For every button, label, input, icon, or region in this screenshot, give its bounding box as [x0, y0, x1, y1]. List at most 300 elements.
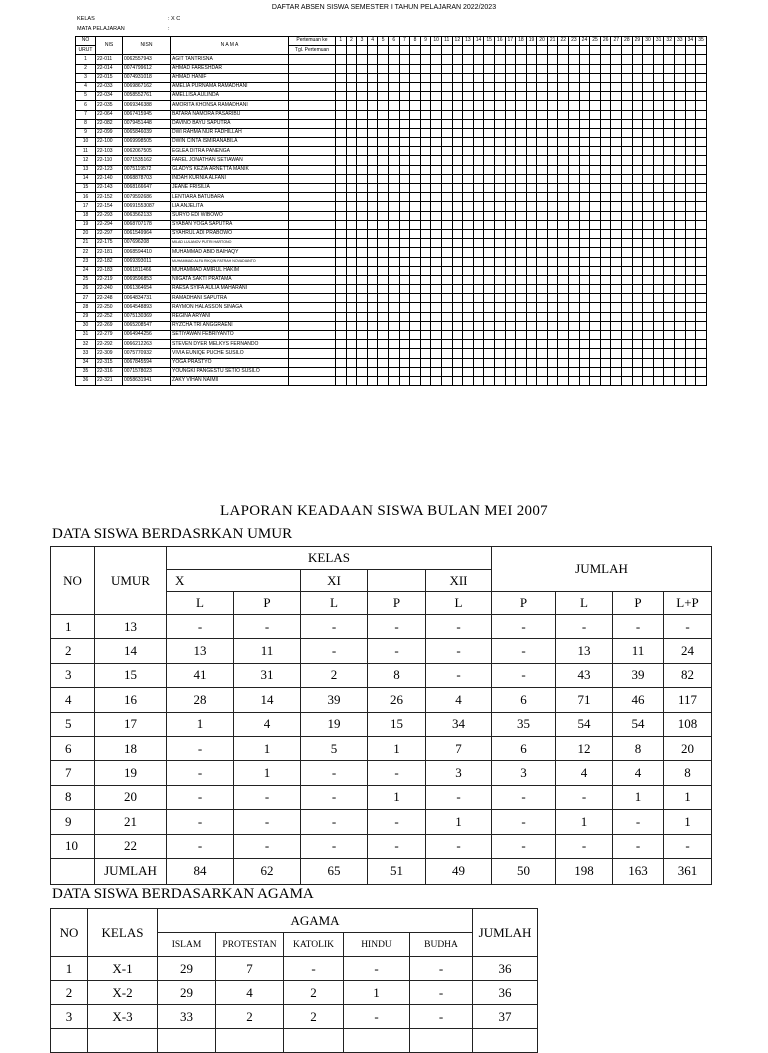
attendance-cell[interactable] — [579, 101, 590, 110]
attendance-cell[interactable] — [685, 331, 696, 340]
attendance-cell[interactable] — [494, 147, 505, 156]
attendance-cell[interactable] — [452, 303, 463, 312]
attendance-cell[interactable] — [367, 367, 378, 376]
attendance-cell[interactable] — [473, 165, 484, 174]
attendance-cell[interactable] — [357, 147, 368, 156]
attendance-cell[interactable] — [367, 275, 378, 284]
attendance-cell[interactable] — [463, 303, 474, 312]
attendance-cell[interactable] — [632, 55, 643, 64]
attendance-cell[interactable] — [696, 376, 707, 385]
attendance-cell[interactable] — [579, 110, 590, 119]
attendance-cell[interactable] — [441, 128, 452, 137]
attendance-cell[interactable] — [367, 138, 378, 147]
attendance-cell[interactable] — [611, 211, 622, 220]
attendance-cell[interactable] — [537, 248, 548, 257]
attendance-cell[interactable] — [378, 211, 389, 220]
attendance-cell[interactable] — [346, 321, 357, 330]
attendance-cell[interactable] — [494, 174, 505, 183]
attendance-cell[interactable] — [516, 239, 527, 248]
attendance-cell[interactable] — [388, 193, 399, 202]
attendance-cell[interactable] — [336, 349, 347, 358]
attendance-cell[interactable] — [590, 340, 601, 349]
attendance-cell[interactable] — [579, 294, 590, 303]
attendance-cell[interactable] — [611, 321, 622, 330]
attendance-cell[interactable] — [611, 184, 622, 193]
attendance-cell[interactable] — [622, 64, 633, 73]
attendance-cell[interactable] — [452, 64, 463, 73]
attendance-cell[interactable] — [696, 349, 707, 358]
attendance-cell[interactable] — [441, 340, 452, 349]
attendance-cell[interactable] — [569, 367, 580, 376]
attendance-cell[interactable] — [675, 128, 686, 137]
attendance-cell[interactable] — [547, 211, 558, 220]
attendance-cell[interactable] — [367, 220, 378, 229]
attendance-cell[interactable] — [410, 376, 421, 385]
attendance-cell[interactable] — [685, 165, 696, 174]
attendance-cell[interactable] — [441, 376, 452, 385]
attendance-cell[interactable] — [357, 184, 368, 193]
attendance-cell[interactable] — [632, 349, 643, 358]
attendance-cell[interactable] — [367, 73, 378, 82]
attendance-cell[interactable] — [653, 119, 664, 128]
attendance-cell[interactable] — [569, 184, 580, 193]
attendance-cell[interactable] — [463, 138, 474, 147]
attendance-cell[interactable] — [696, 321, 707, 330]
attendance-cell[interactable] — [378, 239, 389, 248]
attendance-cell[interactable] — [632, 239, 643, 248]
attendance-cell[interactable] — [537, 367, 548, 376]
attendance-cell[interactable] — [420, 174, 431, 183]
attendance-cell[interactable] — [399, 138, 410, 147]
attendance-cell[interactable] — [410, 184, 421, 193]
attendance-cell[interactable] — [537, 340, 548, 349]
attendance-cell[interactable] — [463, 64, 474, 73]
attendance-cell[interactable] — [399, 73, 410, 82]
attendance-cell[interactable] — [473, 340, 484, 349]
attendance-cell[interactable] — [505, 64, 516, 73]
attendance-cell[interactable] — [505, 92, 516, 101]
attendance-cell[interactable] — [346, 156, 357, 165]
attendance-cell[interactable] — [367, 266, 378, 275]
attendance-cell[interactable] — [653, 147, 664, 156]
attendance-cell[interactable] — [643, 202, 654, 211]
meeting-date-cell[interactable] — [653, 46, 664, 55]
attendance-cell[interactable] — [336, 257, 347, 266]
attendance-cell[interactable] — [473, 303, 484, 312]
attendance-cell[interactable] — [473, 211, 484, 220]
attendance-cell[interactable] — [473, 266, 484, 275]
attendance-cell[interactable] — [558, 138, 569, 147]
attendance-cell[interactable] — [357, 211, 368, 220]
attendance-cell[interactable] — [484, 358, 495, 367]
attendance-cell[interactable] — [420, 303, 431, 312]
attendance-cell[interactable] — [664, 358, 675, 367]
attendance-cell[interactable] — [410, 321, 421, 330]
attendance-cell[interactable] — [643, 358, 654, 367]
attendance-cell[interactable] — [547, 165, 558, 174]
attendance-cell[interactable] — [696, 184, 707, 193]
attendance-cell[interactable] — [569, 82, 580, 91]
attendance-cell[interactable] — [590, 358, 601, 367]
meeting-date-cell[interactable] — [473, 46, 484, 55]
meeting-date-cell[interactable] — [579, 46, 590, 55]
attendance-cell[interactable] — [431, 312, 442, 321]
attendance-cell[interactable] — [537, 358, 548, 367]
attendance-cell[interactable] — [675, 312, 686, 321]
attendance-cell[interactable] — [696, 367, 707, 376]
attendance-cell[interactable] — [452, 119, 463, 128]
attendance-cell[interactable] — [653, 321, 664, 330]
attendance-cell[interactable] — [388, 321, 399, 330]
attendance-cell[interactable] — [664, 340, 675, 349]
attendance-cell[interactable] — [600, 101, 611, 110]
attendance-cell[interactable] — [516, 82, 527, 91]
attendance-cell[interactable] — [622, 285, 633, 294]
attendance-cell[interactable] — [685, 92, 696, 101]
attendance-cell[interactable] — [463, 202, 474, 211]
attendance-cell[interactable] — [494, 101, 505, 110]
meeting-date-cell[interactable] — [367, 46, 378, 55]
attendance-cell[interactable] — [558, 349, 569, 358]
attendance-cell[interactable] — [547, 376, 558, 385]
attendance-cell[interactable] — [590, 202, 601, 211]
attendance-cell[interactable] — [420, 376, 431, 385]
attendance-cell[interactable] — [346, 110, 357, 119]
attendance-cell[interactable] — [399, 257, 410, 266]
attendance-cell[interactable] — [463, 193, 474, 202]
attendance-cell[interactable] — [473, 101, 484, 110]
attendance-cell[interactable] — [346, 266, 357, 275]
attendance-cell[interactable] — [473, 229, 484, 238]
attendance-cell[interactable] — [431, 321, 442, 330]
attendance-cell[interactable] — [526, 82, 537, 91]
attendance-cell[interactable] — [484, 92, 495, 101]
attendance-cell[interactable] — [696, 202, 707, 211]
attendance-cell[interactable] — [643, 257, 654, 266]
attendance-cell[interactable] — [378, 275, 389, 284]
attendance-cell[interactable] — [336, 156, 347, 165]
attendance-cell[interactable] — [505, 128, 516, 137]
attendance-cell[interactable] — [643, 110, 654, 119]
attendance-cell[interactable] — [526, 165, 537, 174]
attendance-cell[interactable] — [494, 331, 505, 340]
attendance-cell[interactable] — [494, 211, 505, 220]
attendance-cell[interactable] — [399, 266, 410, 275]
attendance-cell[interactable] — [441, 193, 452, 202]
attendance-cell[interactable] — [632, 193, 643, 202]
attendance-cell[interactable] — [611, 92, 622, 101]
attendance-cell[interactable] — [516, 64, 527, 73]
attendance-cell[interactable] — [569, 202, 580, 211]
attendance-cell[interactable] — [526, 321, 537, 330]
attendance-cell[interactable] — [622, 119, 633, 128]
attendance-cell[interactable] — [622, 211, 633, 220]
attendance-cell[interactable] — [600, 128, 611, 137]
attendance-cell[interactable] — [516, 184, 527, 193]
attendance-cell[interactable] — [463, 312, 474, 321]
meeting-date-cell[interactable] — [494, 46, 505, 55]
attendance-cell[interactable] — [357, 128, 368, 137]
attendance-cell[interactable] — [452, 184, 463, 193]
attendance-cell[interactable] — [611, 101, 622, 110]
attendance-cell[interactable] — [526, 202, 537, 211]
attendance-cell[interactable] — [367, 128, 378, 137]
attendance-cell[interactable] — [653, 349, 664, 358]
attendance-cell[interactable] — [431, 119, 442, 128]
attendance-cell[interactable] — [558, 376, 569, 385]
attendance-cell[interactable] — [516, 73, 527, 82]
attendance-cell[interactable] — [600, 285, 611, 294]
attendance-cell[interactable] — [378, 340, 389, 349]
attendance-cell[interactable] — [516, 275, 527, 284]
attendance-cell[interactable] — [388, 275, 399, 284]
attendance-cell[interactable] — [526, 92, 537, 101]
attendance-cell[interactable] — [463, 174, 474, 183]
attendance-cell[interactable] — [664, 312, 675, 321]
attendance-cell[interactable] — [632, 220, 643, 229]
attendance-cell[interactable] — [399, 165, 410, 174]
attendance-cell[interactable] — [399, 184, 410, 193]
attendance-cell[interactable] — [494, 92, 505, 101]
attendance-cell[interactable] — [653, 202, 664, 211]
attendance-cell[interactable] — [357, 349, 368, 358]
attendance-cell[interactable] — [410, 101, 421, 110]
attendance-cell[interactable] — [526, 55, 537, 64]
attendance-cell[interactable] — [505, 340, 516, 349]
attendance-cell[interactable] — [463, 184, 474, 193]
attendance-cell[interactable] — [611, 239, 622, 248]
attendance-cell[interactable] — [367, 156, 378, 165]
attendance-cell[interactable] — [441, 248, 452, 257]
attendance-cell[interactable] — [473, 331, 484, 340]
attendance-cell[interactable] — [463, 349, 474, 358]
attendance-cell[interactable] — [664, 331, 675, 340]
attendance-cell[interactable] — [473, 119, 484, 128]
attendance-cell[interactable] — [622, 312, 633, 321]
attendance-cell[interactable] — [410, 257, 421, 266]
attendance-cell[interactable] — [547, 64, 558, 73]
attendance-cell[interactable] — [431, 184, 442, 193]
attendance-cell[interactable] — [399, 340, 410, 349]
attendance-cell[interactable] — [336, 340, 347, 349]
attendance-cell[interactable] — [696, 239, 707, 248]
attendance-cell[interactable] — [547, 257, 558, 266]
attendance-cell[interactable] — [622, 358, 633, 367]
attendance-cell[interactable] — [696, 138, 707, 147]
attendance-cell[interactable] — [664, 110, 675, 119]
attendance-cell[interactable] — [484, 294, 495, 303]
meeting-date-cell[interactable] — [547, 46, 558, 55]
attendance-cell[interactable] — [632, 312, 643, 321]
attendance-cell[interactable] — [558, 147, 569, 156]
attendance-cell[interactable] — [378, 156, 389, 165]
attendance-cell[interactable] — [410, 367, 421, 376]
attendance-cell[interactable] — [685, 358, 696, 367]
attendance-cell[interactable] — [569, 73, 580, 82]
attendance-cell[interactable] — [367, 248, 378, 257]
attendance-cell[interactable] — [558, 294, 569, 303]
attendance-cell[interactable] — [526, 101, 537, 110]
attendance-cell[interactable] — [399, 174, 410, 183]
attendance-cell[interactable] — [590, 312, 601, 321]
attendance-cell[interactable] — [547, 55, 558, 64]
attendance-cell[interactable] — [473, 321, 484, 330]
attendance-cell[interactable] — [579, 128, 590, 137]
attendance-cell[interactable] — [569, 156, 580, 165]
attendance-cell[interactable] — [516, 101, 527, 110]
attendance-cell[interactable] — [643, 211, 654, 220]
attendance-cell[interactable] — [547, 101, 558, 110]
attendance-cell[interactable] — [632, 119, 643, 128]
attendance-cell[interactable] — [473, 202, 484, 211]
attendance-cell[interactable] — [558, 257, 569, 266]
attendance-cell[interactable] — [463, 367, 474, 376]
attendance-cell[interactable] — [579, 340, 590, 349]
attendance-cell[interactable] — [622, 165, 633, 174]
attendance-cell[interactable] — [537, 64, 548, 73]
attendance-cell[interactable] — [590, 101, 601, 110]
attendance-cell[interactable] — [367, 92, 378, 101]
attendance-cell[interactable] — [675, 202, 686, 211]
attendance-cell[interactable] — [632, 358, 643, 367]
attendance-cell[interactable] — [675, 55, 686, 64]
attendance-cell[interactable] — [420, 358, 431, 367]
attendance-cell[interactable] — [441, 184, 452, 193]
attendance-cell[interactable] — [569, 349, 580, 358]
attendance-cell[interactable] — [547, 82, 558, 91]
attendance-cell[interactable] — [420, 248, 431, 257]
attendance-cell[interactable] — [611, 312, 622, 321]
attendance-cell[interactable] — [590, 82, 601, 91]
attendance-cell[interactable] — [664, 55, 675, 64]
attendance-cell[interactable] — [420, 64, 431, 73]
attendance-cell[interactable] — [505, 349, 516, 358]
attendance-cell[interactable] — [579, 147, 590, 156]
attendance-cell[interactable] — [410, 266, 421, 275]
attendance-cell[interactable] — [452, 312, 463, 321]
attendance-cell[interactable] — [685, 156, 696, 165]
attendance-cell[interactable] — [643, 321, 654, 330]
attendance-cell[interactable] — [653, 266, 664, 275]
attendance-cell[interactable] — [547, 184, 558, 193]
attendance-cell[interactable] — [526, 257, 537, 266]
attendance-cell[interactable] — [590, 138, 601, 147]
attendance-cell[interactable] — [569, 55, 580, 64]
attendance-cell[interactable] — [696, 73, 707, 82]
attendance-cell[interactable] — [463, 165, 474, 174]
attendance-cell[interactable] — [653, 220, 664, 229]
attendance-cell[interactable] — [378, 147, 389, 156]
attendance-cell[interactable] — [611, 147, 622, 156]
attendance-cell[interactable] — [590, 229, 601, 238]
attendance-cell[interactable] — [378, 321, 389, 330]
attendance-cell[interactable] — [420, 257, 431, 266]
attendance-cell[interactable] — [505, 211, 516, 220]
attendance-cell[interactable] — [622, 193, 633, 202]
attendance-cell[interactable] — [653, 239, 664, 248]
attendance-cell[interactable] — [537, 55, 548, 64]
attendance-cell[interactable] — [675, 229, 686, 238]
attendance-cell[interactable] — [484, 340, 495, 349]
attendance-cell[interactable] — [336, 239, 347, 248]
attendance-cell[interactable] — [473, 55, 484, 64]
attendance-cell[interactable] — [664, 321, 675, 330]
attendance-cell[interactable] — [569, 376, 580, 385]
attendance-cell[interactable] — [378, 303, 389, 312]
attendance-cell[interactable] — [643, 239, 654, 248]
attendance-cell[interactable] — [632, 257, 643, 266]
attendance-cell[interactable] — [526, 73, 537, 82]
attendance-cell[interactable] — [410, 220, 421, 229]
attendance-cell[interactable] — [441, 55, 452, 64]
attendance-cell[interactable] — [441, 138, 452, 147]
attendance-cell[interactable] — [600, 165, 611, 174]
attendance-cell[interactable] — [367, 147, 378, 156]
attendance-cell[interactable] — [431, 101, 442, 110]
attendance-cell[interactable] — [600, 331, 611, 340]
attendance-cell[interactable] — [664, 193, 675, 202]
attendance-cell[interactable] — [388, 340, 399, 349]
attendance-cell[interactable] — [357, 193, 368, 202]
attendance-cell[interactable] — [431, 331, 442, 340]
attendance-cell[interactable] — [494, 184, 505, 193]
attendance-cell[interactable] — [388, 55, 399, 64]
attendance-cell[interactable] — [336, 119, 347, 128]
attendance-cell[interactable] — [494, 303, 505, 312]
attendance-cell[interactable] — [431, 303, 442, 312]
attendance-cell[interactable] — [399, 55, 410, 64]
attendance-cell[interactable] — [473, 156, 484, 165]
attendance-cell[interactable] — [537, 82, 548, 91]
attendance-cell[interactable] — [441, 119, 452, 128]
attendance-cell[interactable] — [579, 312, 590, 321]
attendance-cell[interactable] — [653, 55, 664, 64]
attendance-cell[interactable] — [653, 331, 664, 340]
attendance-cell[interactable] — [579, 266, 590, 275]
attendance-cell[interactable] — [346, 349, 357, 358]
attendance-cell[interactable] — [388, 156, 399, 165]
attendance-cell[interactable] — [441, 110, 452, 119]
attendance-cell[interactable] — [590, 349, 601, 358]
attendance-cell[interactable] — [664, 257, 675, 266]
attendance-cell[interactable] — [420, 367, 431, 376]
attendance-cell[interactable] — [590, 294, 601, 303]
meeting-date-cell[interactable] — [431, 46, 442, 55]
meeting-date-cell[interactable] — [346, 46, 357, 55]
attendance-cell[interactable] — [537, 156, 548, 165]
attendance-cell[interactable] — [537, 294, 548, 303]
attendance-cell[interactable] — [558, 184, 569, 193]
attendance-cell[interactable] — [431, 376, 442, 385]
attendance-cell[interactable] — [420, 156, 431, 165]
attendance-cell[interactable] — [600, 229, 611, 238]
attendance-cell[interactable] — [410, 358, 421, 367]
attendance-cell[interactable] — [410, 165, 421, 174]
attendance-cell[interactable] — [516, 312, 527, 321]
attendance-cell[interactable] — [484, 211, 495, 220]
attendance-cell[interactable] — [452, 376, 463, 385]
attendance-cell[interactable] — [505, 165, 516, 174]
attendance-cell[interactable] — [653, 211, 664, 220]
attendance-cell[interactable] — [399, 101, 410, 110]
attendance-cell[interactable] — [484, 147, 495, 156]
attendance-cell[interactable] — [410, 82, 421, 91]
attendance-cell[interactable] — [622, 220, 633, 229]
attendance-cell[interactable] — [346, 275, 357, 284]
attendance-cell[interactable] — [600, 257, 611, 266]
attendance-cell[interactable] — [622, 73, 633, 82]
attendance-cell[interactable] — [399, 110, 410, 119]
